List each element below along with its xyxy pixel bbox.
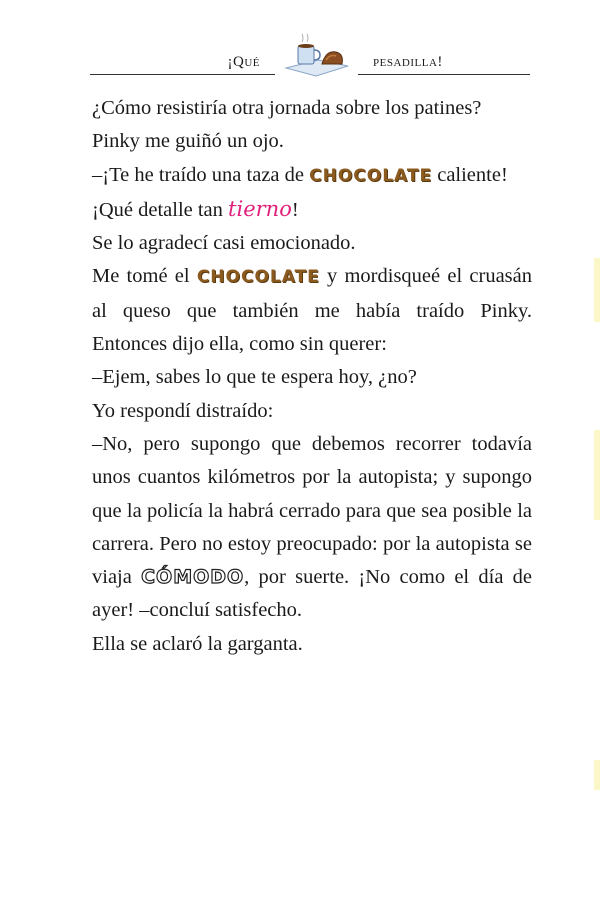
paragraph (92, 428, 532, 628)
paragraph (92, 193, 532, 227)
page-edge-mark (594, 258, 600, 322)
body-text (92, 92, 532, 661)
header-rule-right (358, 74, 530, 75)
text-run: ! (291, 198, 299, 221)
page-edge-mark (594, 430, 600, 520)
paragraph: Pinky me guiñó un ojo. (92, 130, 284, 153)
chocolate-word: CHOCOLATE (196, 267, 320, 288)
paragraph: Yo respondí distraído: (92, 399, 274, 422)
text-run: , por suerte. ¡No como el día de ayer! –concluí satisfecho. (92, 566, 533, 622)
text-run: y mordisqueé el cruasán al queso que también me había traído Pinky. Entonces dijo ella, como sin querer: (92, 265, 532, 356)
paragraph: Ella se aclaró la garganta. (92, 632, 303, 655)
page-header (90, 30, 530, 80)
comodo-word: CÓMODO (141, 566, 245, 589)
paragraph (92, 260, 532, 361)
text-run: Me tomé el (92, 265, 197, 288)
chocolate-cup-croissant-icon (282, 30, 352, 78)
text-run: caliente! (432, 163, 508, 186)
header-right-title: pesadilla! (373, 54, 443, 70)
paragraph: Se lo agradecí casi emocionado. (92, 232, 356, 255)
chocolate-word: CHOCOLATE (309, 165, 433, 186)
paragraph: –Ejem, sabes lo que te espera hoy, ¿no? (92, 366, 417, 389)
header-rule-left (90, 74, 275, 75)
header-left-title: ¡Qué (227, 54, 260, 70)
page-edge-mark (594, 760, 600, 790)
paragraph: ¿Cómo resistiría otra jornada sobre los patines? (92, 97, 482, 119)
text-run: ¡Qué detalle tan (92, 198, 229, 221)
text-run: –No, pero supongo que debemos recorrer todavía unos cuantos kilómetros por la autopista; y supongo que la policía la habrá cerrado para que sea posible la carrera. Pero no estoy preocupado: por la autopista se viaja (92, 432, 532, 589)
text-run: –¡Te he traído una taza de (92, 163, 310, 186)
tierno-word: tierno (228, 196, 292, 221)
paragraph (92, 159, 532, 193)
